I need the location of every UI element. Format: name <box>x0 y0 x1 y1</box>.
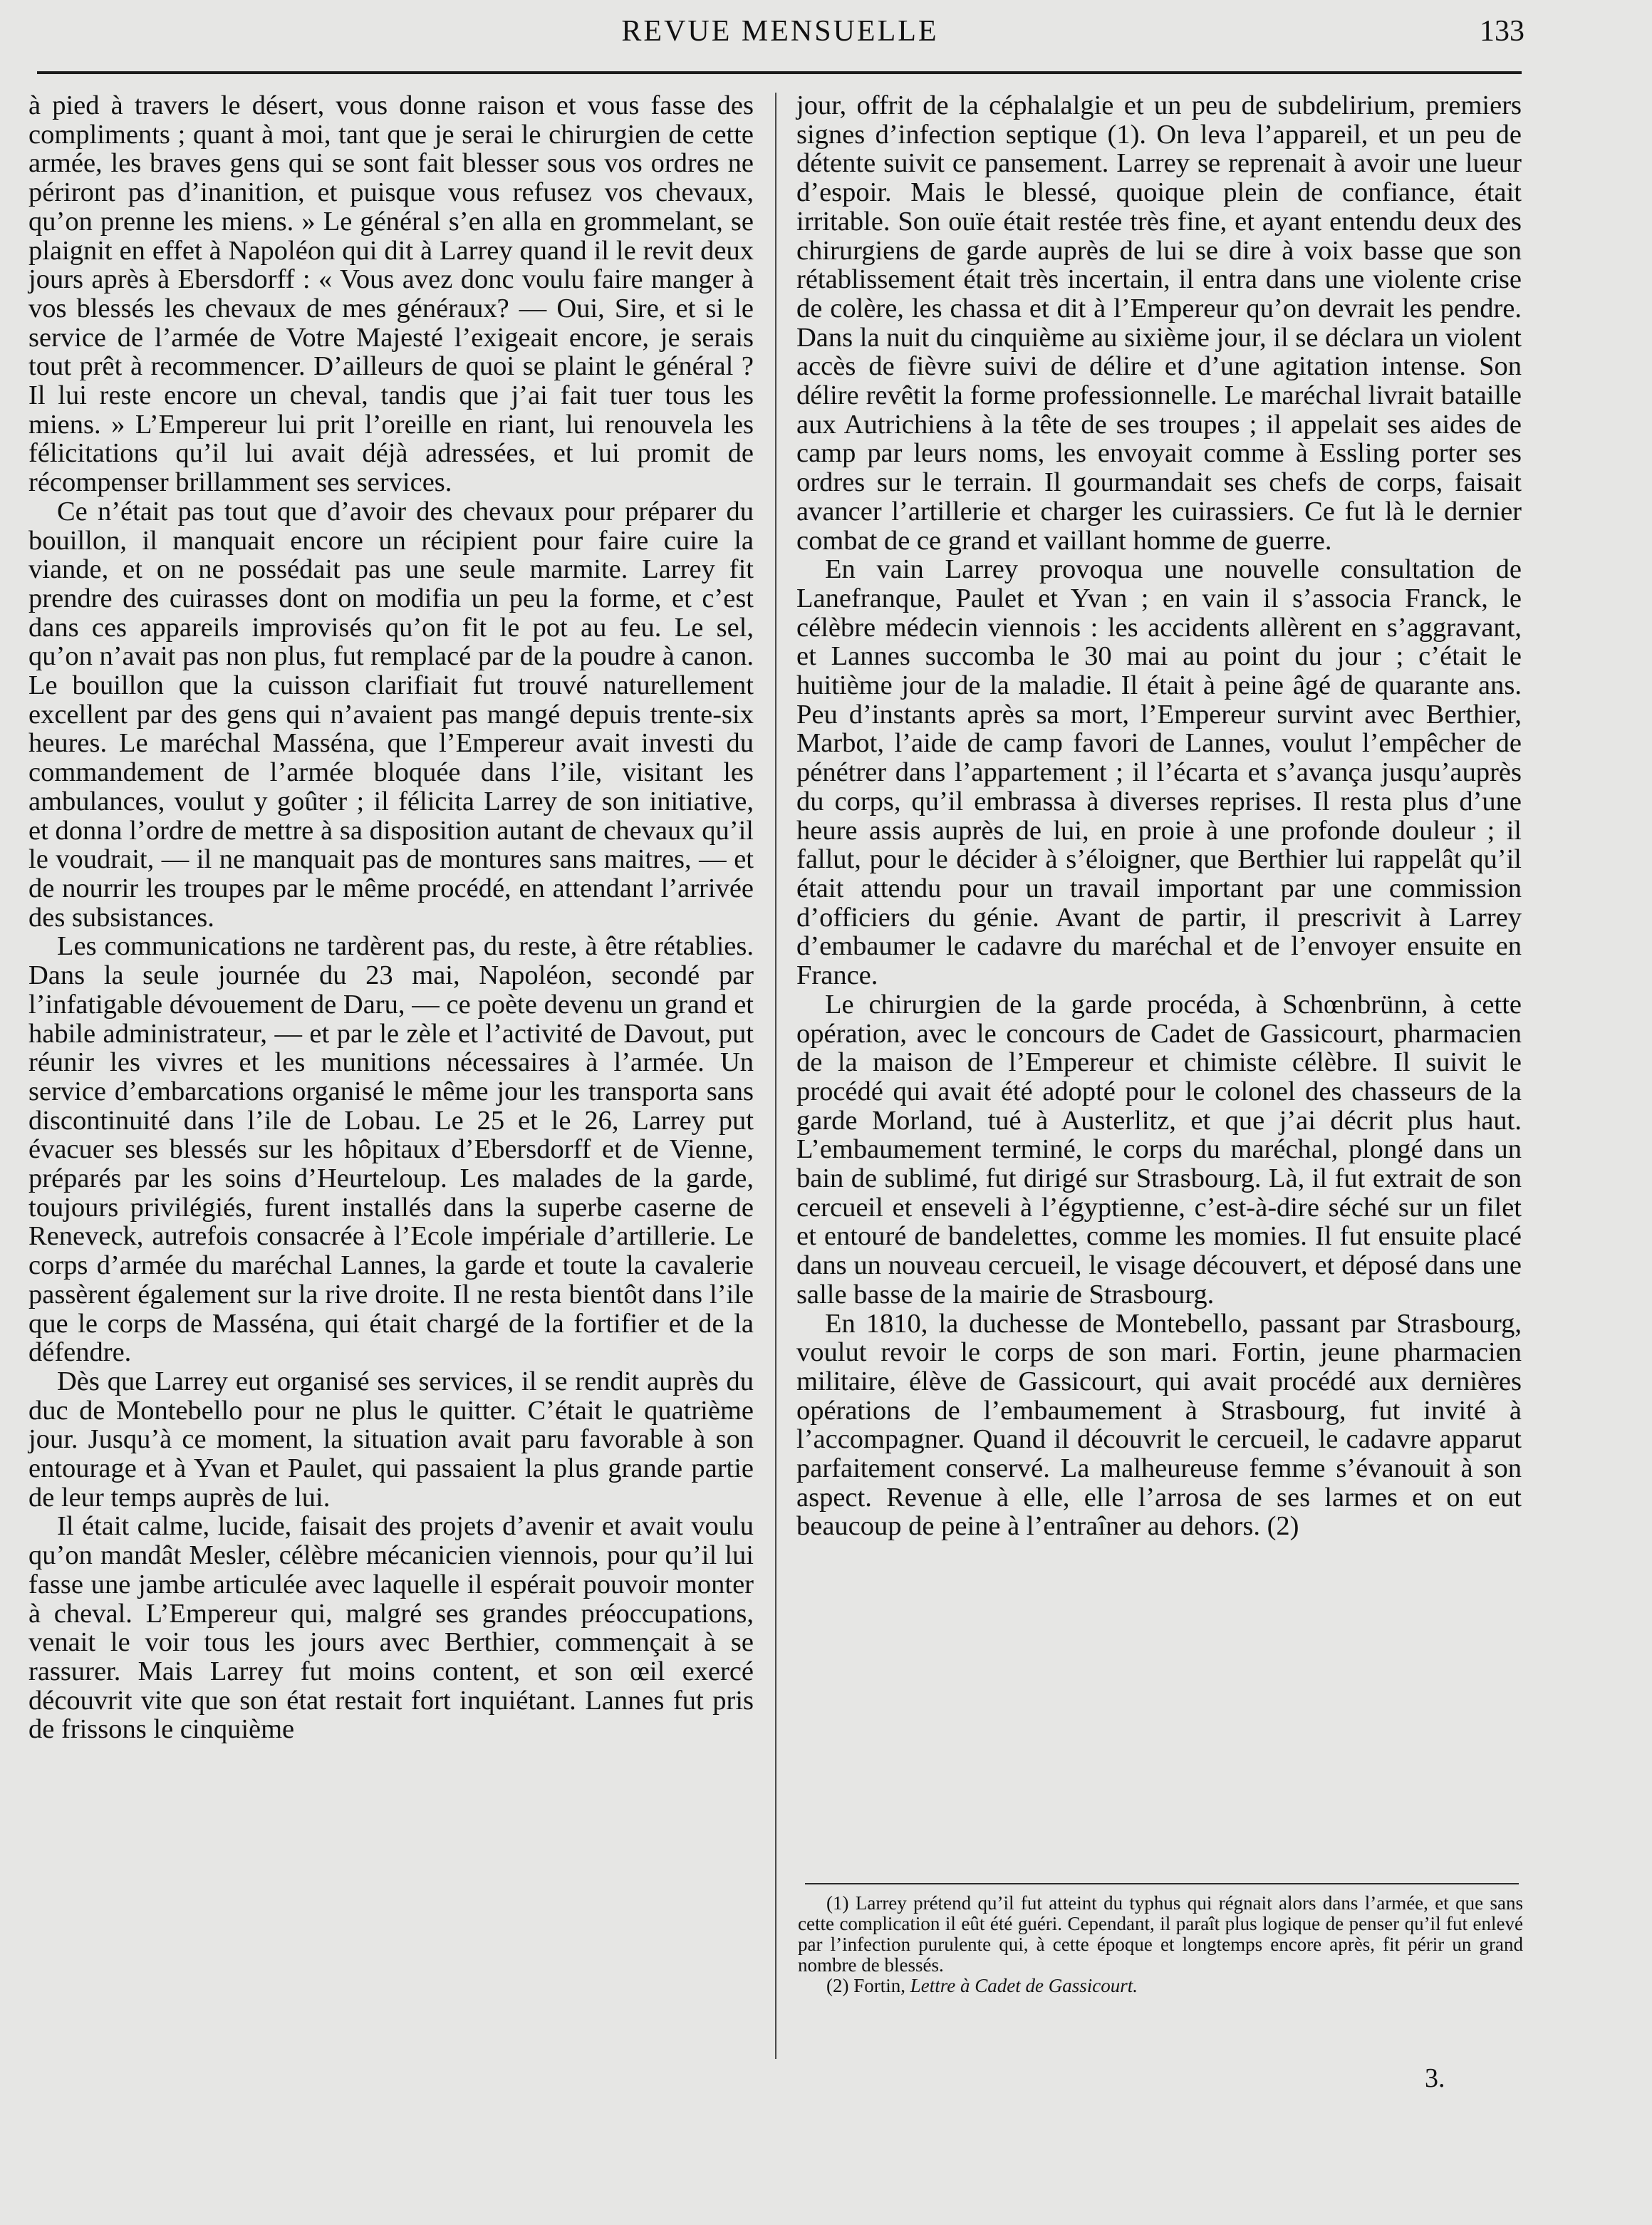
column-divider <box>775 93 776 2059</box>
page-number: 133 <box>1480 15 1524 48</box>
signature-mark: 3. <box>1425 2063 1445 2093</box>
footnote-rule <box>805 1883 1519 1884</box>
footnote-1: (1) Larrey prétend qu’il fut atteint du typhus qui régnait alors dans l’armée, et que sans cette complication il eût été guéri. Cependant, il paraît plus logique de penser qu’il fut enlevé par l’infection purulente qui, à cette époque et longtemps encore après, fit périr un grand nombre de blessés. <box>798 1892 1523 1976</box>
footnote-2-prefix: (2) Fortin, <box>826 1975 910 1996</box>
paragraph: Les communications ne tardèrent pas, du reste, à être rétablies. Dans la seule journée du 23 mai, Napoléon, secondé par l’infatigable dévouement de Daru, — ce poète devenu un grand et habile administrateur, — et par le zèle et l’activité de Davout, put réunir les vivres et les munitions nécessaires à l’armée. Un service d’embarcations organisé le même jour les transporta sans discontinuité dans l’ile de Lobau. Le 25 et le 26, Larrey put évacuer ses blessés sur les hôpitaux d’Ebersdorff et de Vienne, préparés par les soins d’Heurteloup. Les malades de la garde, toujours privilégiés, furent installés dans la superbe caserne de Reneveck, autrefois consacrée à l’Ecole impériale d’artillerie. Le corps d’armée du maréchal Lannes, la garde et toute la cavalerie passèrent également sur la rive droite. Il ne resta bientôt dans l’ile que le corps de Masséna, qui était chargé de la fortifier et de la défendre. <box>28 931 754 1368</box>
running-title: REVUE MENSUELLE <box>621 15 939 48</box>
left-column <box>28 91 754 2050</box>
header-rule <box>37 71 1522 74</box>
paragraph: Il était calme, lucide, faisait des projets d’avenir et avait voulu qu’on mandât Mesler, célèbre mécanicien viennois, pour qu’il lui fasse une jambe articulée avec laquelle il espérait pouvoir monter à cheval. L’Empereur qui, malgré ses grandes préoccupations, venait le voir tous les jours avec Berthier, commençait à se rassurer. Mais Larrey fut moins content, et son œil exercé découvrit vite que son état restait fort inquiétant. Lannes fut pris de frissons le cinquième <box>28 1511 754 1745</box>
paragraph: Ce n’était pas tout que d’avoir des chevaux pour préparer du bouillon, il manquait encore un récipient pour faire cuire la viande, et on ne possédait pas une seule marmite. Larrey fit prendre des cuirasses dont on modifia un peu la forme, et c’est dans ces appareils improvisés qu’on fit le pot au feu. Le sel, qu’on n’avait pas non plus, fut remplacé par de la poudre à canon. Le bouillon que la cuisson clarifiait fut trouvé naturellement excellent par des gens qui n’avaient pas mangé depuis trente-six heures. Le maréchal Masséna, que l’Empereur avait investi du commandement de l’armée bloquée dans l’ile, visitant les ambulances, voulut y goûter ; il félicita Larrey de son initiative, et donna l’ordre de mettre à sa disposition autant de chevaux qu’il le voudrait, — il ne manquait pas de montures sans maitres, — et de nourrir les troupes par le même procédé, en attendant l’arrivée des subsistances. <box>28 496 754 933</box>
paragraph: Le chirurgien de la garde procéda, à Schœnbrünn, à cette opération, avec le concours de Cadet de Gassicourt, pharmacien de la maison de l’Empereur et chimiste célèbre. Il suivit le procédé qui avait été adopté pour le colonel des chasseurs de la garde Morland, tué à Austerlitz, et que j’ai décrit plus haut. L’embaumement terminé, le corps du maréchal, plongé dans un bain de sublimé, fut dirigé sur Strasbourg. Là, il fut extrait de son cercueil et enseveli à l’égyptienne, c’est-à-dire séché sur un filet et entouré de bandelettes, comme les momies. Il fut ensuite placé dans un nouveau cercueil, le visage découvert, et déposé dans une salle basse de la mairie de Strasbourg. <box>796 989 1522 1309</box>
footnotes <box>798 1893 1523 1996</box>
paragraph: En 1810, la duchesse de Montebello, passant par Strasbourg, voulut revoir le corps de son mari. Fortin, jeune pharmacien militaire, élève de Gassicourt, qui avait procédé aux dernières opérations de l’embaumement à Strasbourg, fut invité à l’accompagner. Quand il découvrit le cercueil, le cadavre apparut parfaitement conservé. La malheureuse femme s’évanouit à son aspect. Revenue à elle, elle l’arrosa de ses larmes et on eut beaucoup de peine à l’entraîner au dehors. (2) <box>796 1308 1522 1542</box>
paragraph: En vain Larrey provoqua une nouvelle consultation de Lanefranque, Paulet et Yvan ; en vain il s’associa Franck, le célèbre médecin viennois : les accidents allèrent en s’aggravant, et Lannes succomba le 30 mai au point du jour ; c’était le huitième jour de la maladie. Il était à peine âgé de quarante ans. Peu d’instants après sa mort, l’Empereur survint avec Berthier, Marbot, l’aide de camp favori de Lannes, voulut l’empêcher de pénétrer dans l’appartement ; il l’écarta et s’avança jusqu’auprès du corps, qu’il embrassa à diverses reprises. Il resta plus d’une heure assis auprès de lui, en proie à une profonde douleur ; il fallut, pour le décider à s’éloigner, que Berthier lui rappelât qu’il était attendu pour un travail important par une commission d’officiers du génie. Avant de partir, il prescrivit à Larrey d’embaumer le cadavre du maréchal et de l’envoyer ensuite en France. <box>796 554 1522 991</box>
paragraph: à pied à travers le désert, vous donne raison et vous fasse des compliments ; quant à moi, tant que je serai le chirurgien de cette armée, les braves gens qui se sont fait blesser sous vos ordres ne périront pas d’inanition, et puisque vous refusez vos chevaux, qu’on prenne les miens. » Le général s’en alla en grommelant, se plaignit en effet à Napoléon qui dit à Larrey quand il le revit deux jours après à Ebersdorff : « Vous avez donc voulu faire manger à vos blessés les chevaux de mes généraux? — Oui, Sire, et si le service de l’armée de Votre Majesté l’exigeait encore, je serais tout prêt à recommencer. D’ailleurs de quoi se plaint le général ? Il lui reste encore un cheval, tandis que j’ai fait tuer tous les miens. » L’Empereur lui prit l’oreille en riant, lui renouvela les félicitations qu’il lui avait déjà adressées, et lui promit de récompenser brillamment ses services. <box>28 90 754 498</box>
paragraph: Dès que Larrey eut organisé ses services, il se rendit auprès du duc de Montebello pour ne plus le quitter. C’était le quatrième jour. Jusqu’à ce moment, la situation avait paru favorable à son entourage et à Yvan et Paulet, qui passaient la plus grande partie de leur temps auprès de lui. <box>28 1366 754 1513</box>
right-column <box>796 91 1522 1894</box>
paragraph: jour, offrit de la céphalalgie et un peu de subdelirium, premiers signes d’infection septique (1). On leva l’appareil, et un peu de détente suivit ce pansement. Larrey se reprenait à avoir une lueur d’espoir. Mais le blessé, quoique plein de confiance, était irritable. Son ouïe était restée très fine, et ayant entendu deux des chirurgiens de garde auprès de lui se dire à voix basse que son rétablissement était très incertain, il entra dans une violente crise de colère, les chassa et dit à l’Empereur qu’on devrait les pendre. Dans la nuit du cinquième au sixième jour, il se déclara un violent accès de fièvre suivi de délire et d’une agitation intense. Son délire revêtit la forme professionnelle. Le maréchal livrait bataille aux Autrichiens à la tête de ses troupes ; il appelait ses aides de camp par leurs noms, les envoyait comme à Essling porter ses ordres sur le terrain. Il gourmandait ses chefs de corps, faisait avancer l’artillerie et charger les cuirassiers. Ce fut là le dernier combat de ce grand et vaillant homme de guerre. <box>796 90 1522 556</box>
footnote-2 <box>798 1976 1523 1996</box>
footnote-2-title: Lettre à Cadet de Gassicourt. <box>910 1975 1138 1996</box>
page-header <box>36 13 1524 56</box>
